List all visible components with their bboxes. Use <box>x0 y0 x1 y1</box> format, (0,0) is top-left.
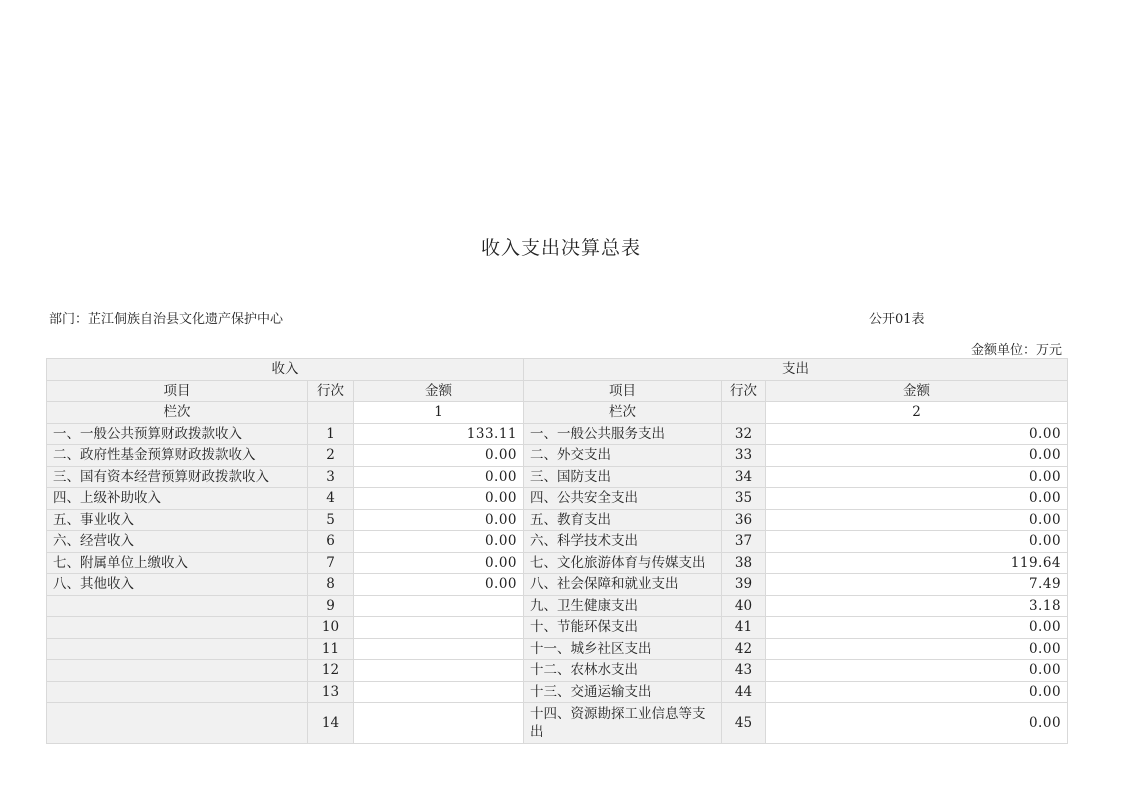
income-amount <box>354 617 524 639</box>
income-line-no: 13 <box>308 681 354 703</box>
expense-header: 支出 <box>524 359 1068 381</box>
table-row <box>47 488 1068 510</box>
expense-item: 三、国防支出 <box>524 466 722 488</box>
expense-line-no: 37 <box>722 531 766 553</box>
expense-line-no: 39 <box>722 574 766 596</box>
income-line-no: 4 <box>308 488 354 510</box>
table-row <box>47 445 1068 467</box>
income-column-number: 1 <box>354 402 524 424</box>
income-item: 二、政府性基金预算财政拨款收入 <box>47 445 308 467</box>
income-item <box>47 617 308 639</box>
income-amount: 133.11 <box>354 423 524 445</box>
expense-amount: 0.00 <box>766 681 1068 703</box>
page-title: 收入支出决算总表 <box>480 237 641 259</box>
table-row <box>47 660 1068 682</box>
expense-item: 十二、农林水支出 <box>524 660 722 682</box>
table-row <box>47 638 1068 660</box>
income-line-header: 行次 <box>308 380 354 402</box>
table-row <box>47 574 1068 596</box>
expense-line-no: 35 <box>722 488 766 510</box>
income-item: 八、其他收入 <box>47 574 308 596</box>
income-item <box>47 660 308 682</box>
expense-line-no: 41 <box>722 617 766 639</box>
income-amount: 0.00 <box>354 466 524 488</box>
expense-line-no: 45 <box>722 703 766 744</box>
income-line-no: 7 <box>308 552 354 574</box>
income-line-no: 6 <box>308 531 354 553</box>
table-row <box>47 681 1068 703</box>
expense-amount: 0.00 <box>766 531 1068 553</box>
expense-amount: 0.00 <box>766 703 1068 744</box>
income-line-no: 2 <box>308 445 354 467</box>
income-header: 收入 <box>47 359 524 381</box>
expense-line-no: 44 <box>722 681 766 703</box>
table-row <box>47 509 1068 531</box>
expense-amount: 7.49 <box>766 574 1068 596</box>
table-row <box>47 595 1068 617</box>
table-row <box>47 552 1068 574</box>
table-row <box>47 617 1068 639</box>
expense-amount: 0.00 <box>766 488 1068 510</box>
income-amount <box>354 660 524 682</box>
expense-item: 六、科学技术支出 <box>524 531 722 553</box>
expense-item: 十三、交通运输支出 <box>524 681 722 703</box>
income-item <box>47 638 308 660</box>
expense-amount: 0.00 <box>766 617 1068 639</box>
income-item: 六、经营收入 <box>47 531 308 553</box>
expense-line-no: 33 <box>722 445 766 467</box>
income-amount: 0.00 <box>354 509 524 531</box>
income-amount <box>354 703 524 744</box>
income-line-no: 3 <box>308 466 354 488</box>
income-column-blank <box>308 402 354 424</box>
income-amount: 0.00 <box>354 445 524 467</box>
expense-item: 七、文化旅游体育与传媒支出 <box>524 552 722 574</box>
budget-summary-table <box>46 358 1068 744</box>
expense-item: 九、卫生健康支出 <box>524 595 722 617</box>
income-line-no: 10 <box>308 617 354 639</box>
expense-line-header: 行次 <box>722 380 766 402</box>
expense-item: 八、社会保障和就业支出 <box>524 574 722 596</box>
expense-amount-header: 金额 <box>766 380 1068 402</box>
income-item-header: 项目 <box>47 380 308 402</box>
income-item: 五、事业收入 <box>47 509 308 531</box>
expense-line-no: 32 <box>722 423 766 445</box>
table-row <box>47 531 1068 553</box>
expense-item: 一、一般公共服务支出 <box>524 423 722 445</box>
expense-amount: 0.00 <box>766 445 1068 467</box>
expense-line-no: 43 <box>722 660 766 682</box>
income-item <box>47 681 308 703</box>
amount-unit: 金额单位：万元 <box>970 343 1062 358</box>
income-amount-header: 金额 <box>354 380 524 402</box>
expense-amount: 0.00 <box>766 509 1068 531</box>
expense-amount: 0.00 <box>766 638 1068 660</box>
income-amount <box>354 681 524 703</box>
expense-amount: 3.18 <box>766 595 1068 617</box>
expense-line-no: 38 <box>722 552 766 574</box>
expense-item: 五、教育支出 <box>524 509 722 531</box>
form-number: 公开01表 <box>869 312 925 327</box>
income-item: 七、附属单位上缴收入 <box>47 552 308 574</box>
income-item: 一、一般公共预算财政拨款收入 <box>47 423 308 445</box>
expense-line-no: 40 <box>722 595 766 617</box>
expense-item: 十、节能环保支出 <box>524 617 722 639</box>
income-line-no: 11 <box>308 638 354 660</box>
expense-line-no: 34 <box>722 466 766 488</box>
income-line-no: 9 <box>308 595 354 617</box>
income-item <box>47 703 308 744</box>
income-item: 四、上级补助收入 <box>47 488 308 510</box>
income-amount: 0.00 <box>354 552 524 574</box>
department-label: 部门：芷江侗族自治县文化遗产保护中心 <box>49 312 284 327</box>
expense-column-blank <box>722 402 766 424</box>
expense-amount: 0.00 <box>766 423 1068 445</box>
income-line-no: 5 <box>308 509 354 531</box>
table-row <box>47 703 1068 744</box>
income-item <box>47 595 308 617</box>
table-row <box>47 466 1068 488</box>
income-line-no: 8 <box>308 574 354 596</box>
income-amount <box>354 595 524 617</box>
income-line-no: 1 <box>308 423 354 445</box>
income-line-no: 12 <box>308 660 354 682</box>
income-amount: 0.00 <box>354 531 524 553</box>
expense-amount: 0.00 <box>766 660 1068 682</box>
expense-column-number: 2 <box>766 402 1068 424</box>
income-item: 三、国有资本经营预算财政拨款收入 <box>47 466 308 488</box>
expense-item: 二、外交支出 <box>524 445 722 467</box>
income-amount: 0.00 <box>354 488 524 510</box>
income-amount: 0.00 <box>354 574 524 596</box>
expense-amount: 119.64 <box>766 552 1068 574</box>
income-amount <box>354 638 524 660</box>
income-line-no: 14 <box>308 703 354 744</box>
expense-item: 十一、城乡社区支出 <box>524 638 722 660</box>
expense-line-no: 36 <box>722 509 766 531</box>
table-row <box>47 423 1068 445</box>
expense-item: 十四、资源勘探工业信息等支出 <box>524 703 722 744</box>
expense-column-label: 栏次 <box>524 402 722 424</box>
expense-item: 四、公共安全支出 <box>524 488 722 510</box>
expense-item-header: 项目 <box>524 380 722 402</box>
expense-line-no: 42 <box>722 638 766 660</box>
income-column-label: 栏次 <box>47 402 308 424</box>
expense-amount: 0.00 <box>766 466 1068 488</box>
